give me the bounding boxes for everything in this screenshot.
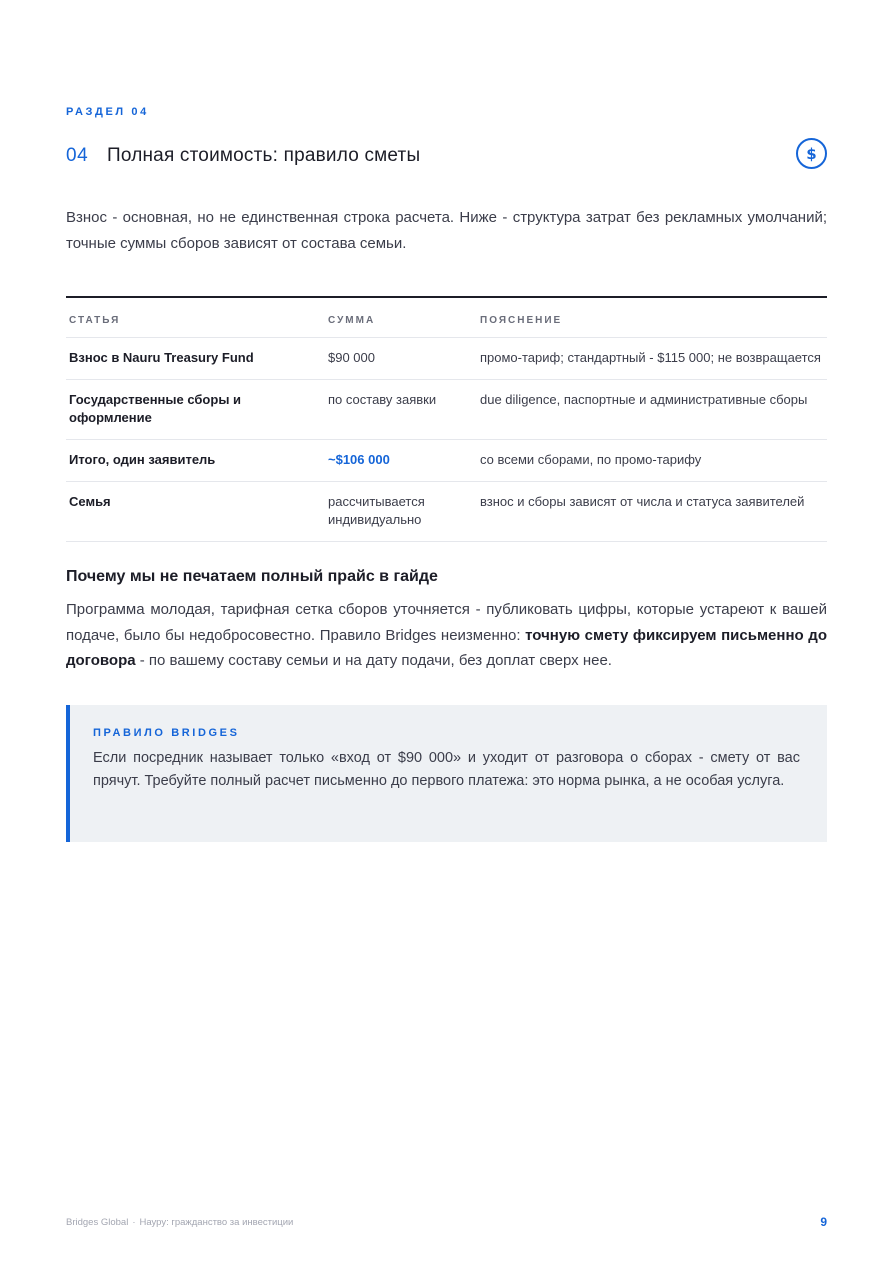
- table-row: [66, 482, 827, 542]
- rule-label: ПРАВИЛО BRIDGES: [93, 727, 240, 739]
- table-row-total: [66, 440, 827, 482]
- intro-paragraph: Взнос - основная, но не единственная строка расчета. Ниже - структура затрат без рекламных умолчаний; точные суммы сборов зависят от состава семьи.: [66, 209, 827, 252]
- why-text-before: Программа молодая, тарифная сетка сборов уточняется - публиковать цифры, которые устареют к вашей подаче, было бы недобросовестно. Правило Bridges неизменно:: [66, 601, 827, 644]
- rule-callout: [66, 705, 827, 842]
- cost-table: [66, 296, 827, 542]
- section-eyebrow: РАЗДЕЛ 04: [66, 106, 149, 118]
- rule-text: Если посредник называет только «вход от $90 000» и уходит от разговора о сборах - смету от вас прячут. Требуйте полный расчет письменно до первого платежа: это норма рынка, а не особая услуга.: [93, 750, 800, 789]
- section-header: [66, 143, 827, 171]
- dollar-icon: $: [796, 138, 827, 169]
- footer-left: [66, 1217, 293, 1228]
- cell-amount-total: ~$106 000: [325, 440, 477, 482]
- cell-amount: рассчитывается индивидуально: [325, 482, 477, 542]
- why-text-bold: точную смету фиксируем письменно до договора: [66, 626, 827, 669]
- cell-item: Итого, один заявитель: [66, 440, 325, 482]
- cell-item: Семья: [66, 482, 325, 542]
- column-header-item: СТАТЬЯ: [66, 297, 325, 338]
- why-paragraph: [66, 597, 827, 674]
- page-title: Полная стоимость: правило сметы: [107, 145, 421, 166]
- cell-explanation: со всеми сборами, по промо-тарифу: [477, 440, 827, 482]
- page-number: 9: [820, 1215, 827, 1229]
- cell-item: Взнос в Nauru Treasury Fund: [66, 338, 325, 380]
- footer-doc-title: Науру: гражданство за инвестиции: [139, 1217, 294, 1228]
- column-header-amount: СУММА: [325, 297, 477, 338]
- footer-brand: Bridges Global: [66, 1217, 129, 1228]
- footer-separator: ·: [132, 1217, 136, 1228]
- column-header-explanation: ПОЯСНЕНИЕ: [477, 297, 827, 338]
- cell-explanation: взнос и сборы зависят от числа и статуса заявителей: [477, 482, 827, 542]
- table-row: [66, 338, 827, 380]
- cell-explanation: промо-тариф; стандартный - $115 000; не возвращается: [477, 338, 827, 380]
- cell-amount: по составу заявки: [325, 380, 477, 440]
- table-header-row: [66, 297, 827, 338]
- cell-explanation: due diligence, паспортные и административные сборы: [477, 380, 827, 440]
- cell-item: Государственные сборы и оформление: [66, 380, 325, 440]
- section-number: 04: [66, 145, 89, 166]
- cell-amount: $90 000: [325, 338, 477, 380]
- why-text-after: - по вашему составу семьи и на дату подачи, без доплат сверх нее.: [135, 652, 612, 669]
- table-row: [66, 380, 827, 440]
- why-heading: Почему мы не печатаем полный прайс в гайде: [66, 568, 438, 585]
